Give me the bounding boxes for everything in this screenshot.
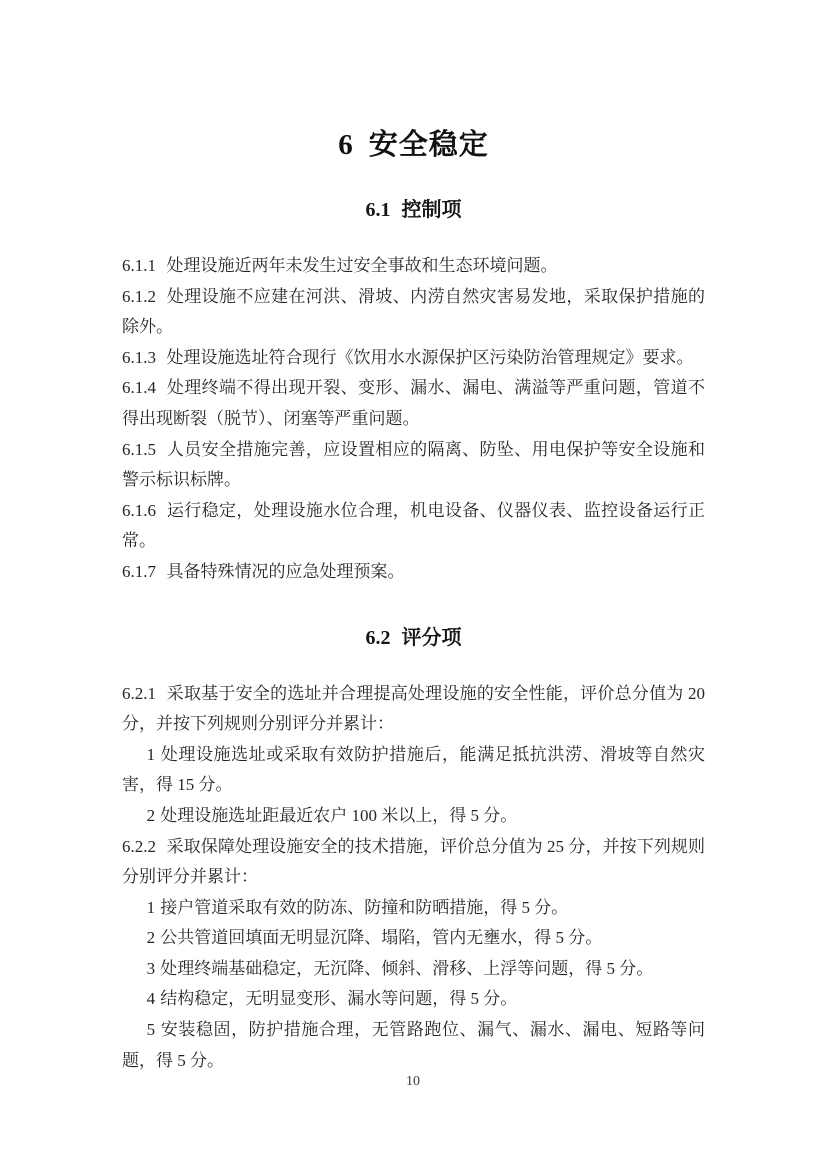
item-number: 1 xyxy=(146,897,156,917)
item-text: 公共管道回填面无明显沉降、塌陷，管内无壅水，得 5 分。 xyxy=(160,928,603,948)
clause-text: 具备特殊情况的应急处理预案。 xyxy=(166,561,405,581)
item-text: 处理设施选址或采取有效防护措施后，能满足抵抗洪涝、滑坡等自然灾害，得 15 分。 xyxy=(122,744,705,795)
item-number: 5 xyxy=(146,1020,156,1040)
item-text: 处理设施选址距最近农户 100 米以上，得 5 分。 xyxy=(160,805,518,825)
clause-6-1-1 xyxy=(122,251,705,282)
clause-6-2-1-item-2 xyxy=(122,801,705,832)
chapter-title-text: 安全稳定 xyxy=(368,129,489,161)
item-text: 安装稳固，防护措施合理，无管路跑位、漏气、漏水、漏电、短路等问题，得 5 分。 xyxy=(122,1020,705,1070)
clause-6-2-2-item-1 xyxy=(122,893,705,924)
chapter-title xyxy=(122,130,705,160)
item-number: 1 xyxy=(146,744,156,764)
clause-6-1-4 xyxy=(122,373,705,434)
section-heading-6-2 xyxy=(122,626,705,650)
clause-6-2-1 xyxy=(122,679,705,740)
page-number: 10 xyxy=(406,1074,420,1089)
clause-text: 处理设施近两年未发生过安全事故和生态环境问题。 xyxy=(166,256,558,275)
clause-label: 6.2.1 xyxy=(122,683,156,703)
section-6-1 xyxy=(122,198,705,588)
clause-6-2-1-item-1 xyxy=(122,740,705,801)
clause-6-2-2 xyxy=(122,832,705,893)
clause-6-1-3 xyxy=(122,343,705,374)
clause-text: 采取保障处理设施安全的技术措施，评价总分值为 25 分，并按下列规则分别评分并累计： xyxy=(122,836,705,887)
clause-label: 6.1.2 xyxy=(122,286,156,306)
clause-label: 6.1.3 xyxy=(122,347,156,367)
clause-text: 处理设施选址符合现行《饮用水水源保护区污染防治管理规定》要求。 xyxy=(166,347,694,367)
item-number: 2 xyxy=(146,928,156,948)
clause-6-1-6 xyxy=(122,496,705,557)
clause-6-1-7 xyxy=(122,557,705,588)
clause-label: 6.2.2 xyxy=(122,836,156,856)
clause-label: 6.1.1 xyxy=(122,256,156,275)
clause-6-1-2 xyxy=(122,282,705,343)
clause-6-1-5 xyxy=(122,435,705,496)
clause-label: 6.1.5 xyxy=(122,439,156,459)
section-6-2 xyxy=(122,626,705,1077)
clause-label: 6.1.6 xyxy=(122,500,156,520)
item-number: 3 xyxy=(146,958,156,978)
item-text: 结构稳定，无明显变形、漏水等问题，得 5 分。 xyxy=(160,989,518,1009)
clause-label: 6.1.4 xyxy=(122,378,156,398)
clause-text: 运行稳定，处理设施水位合理，机电设备、仪器仪表、监控设备运行正常。 xyxy=(122,500,705,551)
item-text: 接户管道采取有效的防冻、防撞和防晒措施，得 5 分。 xyxy=(160,897,569,917)
item-number: 4 xyxy=(146,989,156,1009)
clause-text: 采取基于安全的选址并合理提高处理设施的安全性能，评价总分值为 20 分，并按下列规则分别评分并累计： xyxy=(122,683,705,734)
section-heading-text: 控制项 xyxy=(401,199,462,221)
clause-6-2-2-item-3 xyxy=(122,954,705,985)
item-number: 2 xyxy=(146,805,156,825)
clause-text: 人员安全措施完善，应设置相应的隔离、防坠、用电保护等安全设施和警示标识标牌。 xyxy=(122,439,705,490)
clause-text: 处理终端不得出现开裂、变形、漏水、漏电、满溢等严重问题，管道不得出现断裂（脱节）、闭塞等严重问题。 xyxy=(122,378,705,428)
item-text: 处理终端基础稳定，无沉降、倾斜、滑移、上浮等问题，得 5 分。 xyxy=(160,958,654,978)
clause-6-2-2-item-4 xyxy=(122,984,705,1015)
clause-6-2-2-item-2 xyxy=(122,923,705,954)
clause-label: 6.1.7 xyxy=(122,561,156,581)
section-heading-6-1 xyxy=(122,198,705,222)
chapter-number: 6 xyxy=(338,129,353,161)
section-heading-text: 评分项 xyxy=(401,626,462,649)
clause-6-2-2-item-5 xyxy=(122,1015,705,1076)
section-number: 6.1 xyxy=(365,199,391,221)
section-number: 6.2 xyxy=(365,626,391,649)
clause-text: 处理设施不应建在河洪、滑坡、内涝自然灾害易发地，采取保护措施的除外。 xyxy=(122,286,705,337)
